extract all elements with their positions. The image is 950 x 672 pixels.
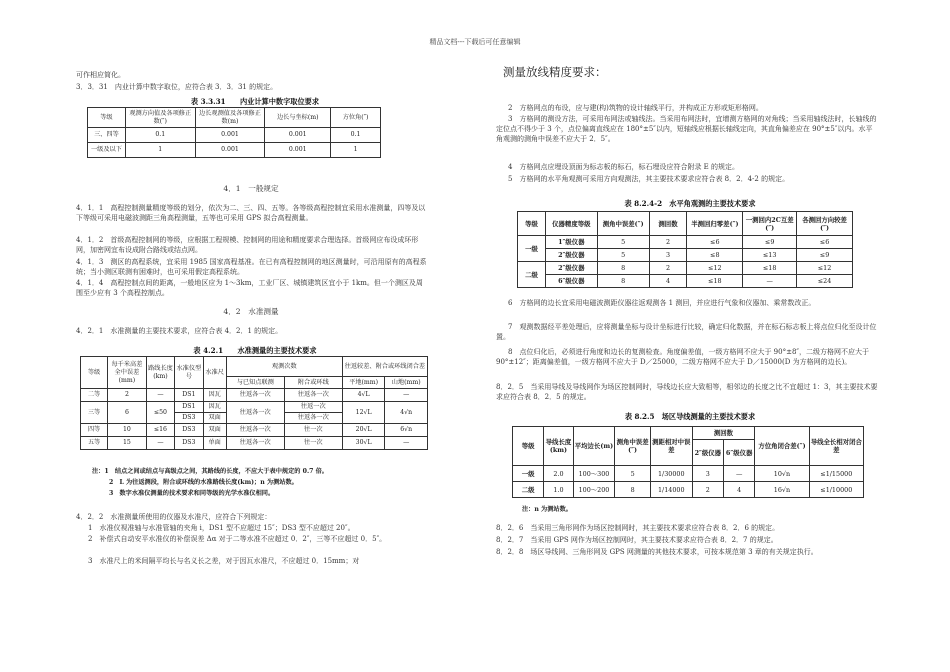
para-2: 2 方格网点的布设，应与建(构)筑物的设计轴线平行，并构成正方形或矩形格网。 bbox=[508, 104, 763, 112]
table-row bbox=[81, 437, 428, 450]
cell: 20√L bbox=[342, 424, 385, 437]
table-note-2: 2 L 为往返测段，附合或环线的水准路线长度(km)；n 为测站数。 bbox=[109, 479, 298, 486]
cell: 二级 bbox=[518, 262, 546, 288]
header-cell: 路线长度(km) bbox=[146, 357, 174, 389]
cell: 二级 bbox=[513, 482, 544, 498]
cell: 12√L bbox=[342, 402, 385, 424]
table-row bbox=[81, 424, 428, 437]
cell: 1.0 bbox=[544, 482, 573, 498]
header-cell: 导线全长相对闭合差 bbox=[809, 427, 863, 466]
cell: — bbox=[146, 389, 174, 402]
header-cell: 水准仪型号 bbox=[175, 357, 203, 389]
table-header-row bbox=[88, 108, 381, 128]
cell: 6 bbox=[108, 402, 147, 424]
cell: 2 bbox=[649, 262, 687, 275]
section-4-1-heading: 4．1 一般规定 bbox=[223, 184, 279, 193]
section-title: 测量放线精度要求： bbox=[503, 65, 607, 79]
table-8-2-4-2 bbox=[517, 211, 853, 288]
header-cell: 等级 bbox=[81, 357, 108, 389]
cell: DS3 bbox=[175, 437, 203, 450]
table-note-3: 3 数字水准仪测量的技术要求和同等级的光学水准仪相同。 bbox=[109, 490, 275, 497]
cell: 1/30000 bbox=[650, 466, 692, 482]
cell: 2.0 bbox=[544, 466, 573, 482]
cell: 单面 bbox=[203, 437, 226, 450]
para-4-1-4: 4．1．4 高程控制点间的距离，一般地区应为 1～3km，工业厂区、城镇建筑区宜小于 1km。但一个测区及周围至少应有 3 个高程控制点。 bbox=[76, 279, 423, 298]
header-cell: 测回数 bbox=[649, 212, 687, 236]
cell: 四等 bbox=[81, 424, 108, 437]
cell: ≤9 bbox=[743, 236, 797, 249]
header-cell: 附合或环线 bbox=[284, 377, 342, 389]
header-cell: 方位角(″) bbox=[331, 108, 381, 128]
para-7: 7 观测数据经平差处理后，应将测量坐标与设计坐标进行比较，确定归化数据，并在标石标志板上将点位归化至设计位置。 bbox=[496, 323, 877, 342]
cell: 0.001 bbox=[195, 128, 265, 143]
cell: 10 bbox=[108, 424, 147, 437]
para-4-2-1: 4．2．1 水准测量的主要技术要求，应符合表 4．2．1 的规定。 bbox=[76, 327, 283, 335]
cell: 100～200 bbox=[573, 482, 615, 498]
table-8-2-4-2-caption: 表 8.2.4-2 水平角观测的主要技术要求 bbox=[624, 199, 756, 208]
para-8-2-7: 8．2．7 当采用 GPS 网作为场区控制网时，其主要技术要求应符合表 8．2．7 的规定。 bbox=[496, 536, 778, 544]
para-simplify: 可作相应简化。 bbox=[76, 71, 125, 79]
cell: ≤16 bbox=[146, 424, 174, 437]
cell: — bbox=[385, 437, 428, 450]
cell: 往一次 bbox=[284, 437, 342, 450]
para-8: 8 点位归化后，必须进行角度和边长的复测检查。角度偏差值，一级方格网不应大于 90°±8″，二级方格网不应大于 90°±12″；距离偏差值，一级方格网不应大于 D／25000，二级方格网不应大于 D／15000(D 为方格网的边长)。 bbox=[496, 348, 870, 367]
cell: 往返各一次 bbox=[284, 389, 342, 402]
cell: 0.001 bbox=[195, 143, 265, 158]
cell: 0.001 bbox=[265, 143, 331, 158]
table-3-3-31 bbox=[87, 107, 381, 158]
cell: — bbox=[385, 389, 428, 402]
header-cell: 2″级仪器 bbox=[692, 440, 723, 466]
header-cell: 边长观测值及各项修正数(m) bbox=[195, 108, 265, 128]
cell: 往返一次 bbox=[284, 402, 342, 413]
para-4-2-2-1: 1 水准仪视准轴与水准管轴的夹角 i，DS1 型不应超过 15″；DS3 型不应超过 20″。 bbox=[88, 524, 355, 532]
header-cell: 边长与坐标(m) bbox=[265, 108, 331, 128]
header-cell: 测角中误差(″) bbox=[615, 427, 651, 466]
table-note-1: 注：1 结点之间或结点与高级点之间，其路线的长度，不应大于表中规定的 0.7 倍。 bbox=[92, 468, 328, 475]
header-cell: 等级 bbox=[513, 427, 544, 466]
cell: 2 bbox=[649, 236, 687, 249]
table-row bbox=[518, 236, 853, 249]
table-8-2-5 bbox=[512, 426, 864, 498]
header-cell: 测角中误差(″) bbox=[597, 212, 649, 236]
table-row bbox=[518, 275, 853, 288]
cell: 3 bbox=[692, 466, 723, 482]
header-cell: 观测次数 bbox=[226, 357, 342, 377]
table-row bbox=[518, 249, 853, 262]
cell: 一级及以下 bbox=[88, 143, 126, 158]
cell: ≤8 bbox=[687, 249, 743, 262]
cell: 2″级仪器 bbox=[545, 249, 597, 262]
para-3: 3 方格网的测设方法，可采用布网法或轴线法。当采用布网法时，宜增测方格网的对角线；当采用轴线法时，长轴线的定位点不得少于 3 个，点位偏离直线应在 180°±5″以内，短轴线应根据长轴线定向，其直角偏差应在 90°±5″以内。水平角观测的测角中误差不应大于 2．5″。 bbox=[496, 115, 877, 144]
header-cell: 半测回归零差(″) bbox=[687, 212, 743, 236]
header-cell: 方位角闭合差(″) bbox=[755, 427, 809, 466]
cell: — bbox=[723, 466, 754, 482]
cell: ≤1/15000 bbox=[809, 466, 863, 482]
cell: 8 bbox=[615, 482, 651, 498]
para-8-2-5: 8．2．5 当采用导线及导线网作为场区控制网时，导线边长应大致相等，相邻边的长度之比不宜超过 1：3，其主要技术要求应符合表 8．2．5 的规定。 bbox=[496, 383, 878, 402]
header-cell: 山地(mm) bbox=[385, 377, 428, 389]
cell: ≤12 bbox=[687, 262, 743, 275]
cell: ≤13 bbox=[743, 249, 797, 262]
table-row bbox=[518, 262, 853, 275]
cell: 因瓦 bbox=[203, 389, 226, 402]
cell: 6″级仪器 bbox=[545, 275, 597, 288]
cell: 2″级仪器 bbox=[545, 262, 597, 275]
header-cell: 平均边长(m) bbox=[573, 427, 615, 466]
table-header-row bbox=[518, 212, 853, 236]
page-header: 精品文档---下载后可任意编辑 bbox=[429, 38, 521, 46]
cell: 10√n bbox=[755, 466, 809, 482]
header-cell: 6″级仪器 bbox=[723, 440, 754, 466]
cell: ≤24 bbox=[797, 275, 853, 288]
cell: 0.1 bbox=[331, 128, 381, 143]
header-cell: 平地(mm) bbox=[342, 377, 385, 389]
cell: 6√n bbox=[385, 424, 428, 437]
para-4-2-2-2: 2 补偿式自动安平水准仪的补偿误差 Δα 对于二等水准不应超过 0．2″，三等不应超过 0．5″。 bbox=[88, 535, 387, 543]
cell: 15 bbox=[108, 437, 147, 450]
cell: 往返各一次 bbox=[284, 413, 342, 424]
cell: ≤12 bbox=[797, 262, 853, 275]
table-row bbox=[513, 482, 864, 498]
cell: 8 bbox=[597, 262, 649, 275]
table-row bbox=[81, 389, 428, 402]
table-4-2-1-caption: 表 4.2.1 水准测量的主要技术要求 bbox=[193, 346, 317, 355]
cell: 5 bbox=[615, 466, 651, 482]
cell: 4√n bbox=[385, 402, 428, 424]
cell: ≤9 bbox=[797, 249, 853, 262]
table-row bbox=[88, 128, 381, 143]
cell: DS1 bbox=[175, 389, 203, 402]
header-cell: 测距相对中误差 bbox=[650, 427, 692, 466]
header-cell: 每千米高差全中误差(mm) bbox=[108, 357, 147, 389]
cell: DS1 bbox=[175, 402, 203, 413]
cell: ≤6 bbox=[797, 236, 853, 249]
cell: 2 bbox=[692, 482, 723, 498]
table-header-row bbox=[513, 427, 864, 440]
cell: 三、四等 bbox=[88, 128, 126, 143]
cell: 3 bbox=[649, 249, 687, 262]
cell: 1″级仪器 bbox=[545, 236, 597, 249]
cell: — bbox=[743, 275, 797, 288]
cell: ≤18 bbox=[687, 275, 743, 288]
cell: 0.1 bbox=[125, 128, 195, 143]
cell: 100～300 bbox=[573, 466, 615, 482]
table-row bbox=[88, 143, 381, 158]
cell: 往一次 bbox=[284, 424, 342, 437]
cell: 8 bbox=[597, 275, 649, 288]
table-row bbox=[81, 402, 428, 413]
cell: 往返各一次 bbox=[226, 424, 284, 437]
para-4-1-3: 4．1．3 测区的高程系统，宜采用 1985 国家高程基准。在已有高程控制网的地区测量时，可沿用原有的高程系统；当小测区联测有困难时，也可采用假定高程系统。 bbox=[76, 258, 427, 277]
section-4-2-heading: 4．2 水准测量 bbox=[223, 307, 279, 316]
table-8-2-5-caption: 表 8.2.5 场区导线测量的主要技术要求 bbox=[624, 412, 756, 421]
para-4-1-2: 4．1．2 首级高程控制网的等级，应根据工程规模、控制网的用途和精度要求合理选择。首级网应布设成环形网，加密网宜布设成附合路线或结点网。 bbox=[76, 236, 419, 255]
header-cell: 等级 bbox=[518, 212, 546, 236]
cell: 往返各一次 bbox=[226, 437, 284, 450]
cell: 一级 bbox=[518, 236, 546, 262]
cell: 4 bbox=[723, 482, 754, 498]
para-3-3-31: 3．3．31 内业计算中数字取位，应符合表 3．3．31 的规定。 bbox=[76, 83, 278, 91]
cell: 4 bbox=[649, 275, 687, 288]
cell: 4√L bbox=[342, 389, 385, 402]
cell: 双面 bbox=[203, 413, 226, 424]
cell: ≤50 bbox=[146, 402, 174, 424]
header-cell: 往返较差、附合或环线闭合差 bbox=[342, 357, 427, 377]
para-5: 5 方格网的水平角观测可采用方向观测法，其主要技术要求应符合表 8．2．4-2 的规定。 bbox=[508, 175, 790, 183]
cell: 因瓦 bbox=[203, 402, 226, 413]
header-cell: 仪器精度等级 bbox=[545, 212, 597, 236]
header-cell: 等级 bbox=[88, 108, 126, 128]
cell: ≤6 bbox=[687, 236, 743, 249]
para-6: 6 方格网的边长宜采用电磁波测距仪器往返观测各 1 测回，并应进行气象和仪器加、乘常数改正。 bbox=[508, 299, 816, 307]
cell: 30√L bbox=[342, 437, 385, 450]
header-cell: 一测回内2C互差(″) bbox=[743, 212, 797, 236]
cell: 1 bbox=[125, 143, 195, 158]
header-cell: 观测方向值及各项修正数(″) bbox=[125, 108, 195, 128]
table-header-row bbox=[81, 357, 428, 377]
para-4-2-2: 4．2．2 水准测量所使用的仪器及水准尺，应符合下列规定： bbox=[76, 513, 272, 521]
cell: DS3 bbox=[175, 413, 203, 424]
cell: 双面 bbox=[203, 424, 226, 437]
para-4: 4 方格网点应埋设顶面为标志板的标石，标石埋设应符合附录 E 的规定。 bbox=[508, 163, 740, 171]
cell: 往返各一次 bbox=[226, 389, 284, 402]
para-4-1-1: 4．1．1 高程控制测量精度等级的划分，依次为二、三、四、五等。各等级高程控制宜采用水准测量，四等及以下等级可采用电磁波测距三角高程测量，五等也可采用 GPS 拟合高程测量。 bbox=[76, 204, 426, 223]
cell: 5 bbox=[597, 236, 649, 249]
cell: ≤18 bbox=[743, 262, 797, 275]
header-cell: 水准尺 bbox=[203, 357, 226, 389]
cell: 0.001 bbox=[265, 128, 331, 143]
header-cell: 测回数 bbox=[692, 427, 755, 440]
cell: 五等 bbox=[81, 437, 108, 450]
para-8-2-6: 8．2．6 当采用三角形网作为场区控制网时，其主要技术要求应符合表 8．2．6 的规定。 bbox=[496, 524, 780, 532]
cell: 三等 bbox=[81, 402, 108, 424]
header-cell: 各测回方向较差(″) bbox=[797, 212, 853, 236]
cell: 5 bbox=[597, 249, 649, 262]
cell: 16√n bbox=[755, 482, 809, 498]
table-4-2-1 bbox=[80, 356, 428, 450]
cell: ≤1/10000 bbox=[809, 482, 863, 498]
cell: 2 bbox=[108, 389, 147, 402]
para-4-2-2-3: 3 水准尺上的米间隔平均长与名义长之差，对于因瓦水准尺，不应超过 0．15mm；对 bbox=[88, 557, 360, 565]
cell: 1 bbox=[331, 143, 381, 158]
cell: 往返各一次 bbox=[226, 402, 284, 424]
header-cell: 导线长度(km) bbox=[544, 427, 573, 466]
cell: 1/14000 bbox=[650, 482, 692, 498]
table-8-2-5-note: 注：n 为测站数。 bbox=[522, 506, 572, 513]
para-8-2-8: 8．2．8 场区导线网、三角形网及 GPS 网测量的其他技术要求，可按本规范第 3 章的有关规定执行。 bbox=[496, 548, 818, 556]
table-3-3-31-caption: 表 3.3.31 内业计算中数字取位要求 bbox=[190, 97, 320, 106]
header-cell: 与已知点联测 bbox=[226, 377, 284, 389]
cell: DS3 bbox=[175, 424, 203, 437]
cell: 二等 bbox=[81, 389, 108, 402]
cell: — bbox=[146, 437, 174, 450]
cell: 一级 bbox=[513, 466, 544, 482]
table-row bbox=[513, 466, 864, 482]
